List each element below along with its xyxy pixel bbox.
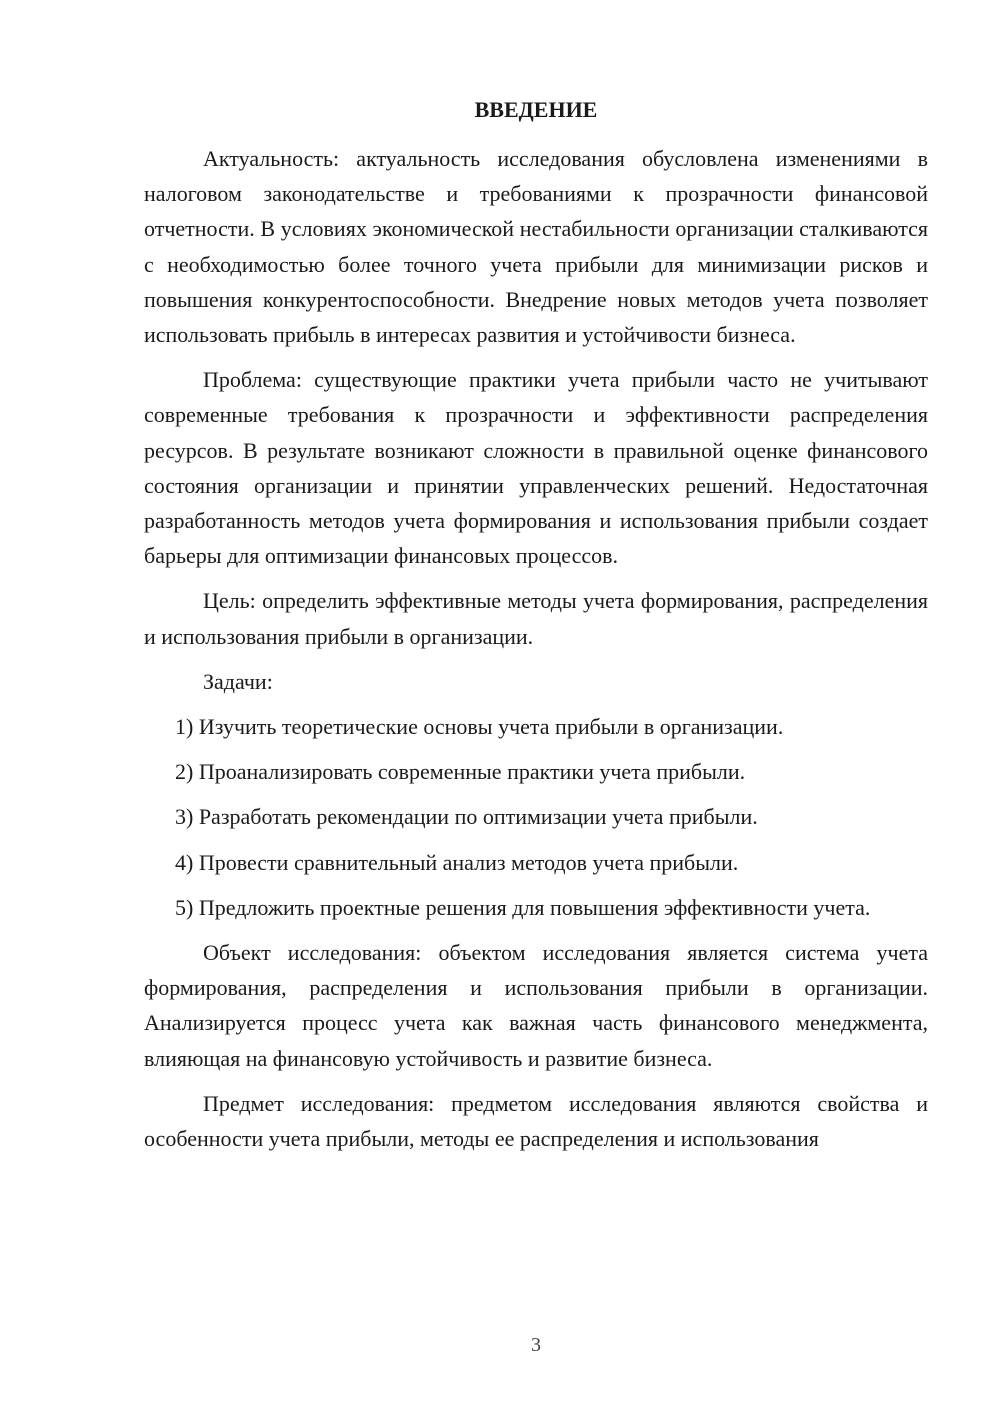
tasks-label: Задачи: — [203, 668, 273, 694]
paragraph-goal: Цель: определить эффективные методы учета формирования, распределения и использования прибыли в организации. — [144, 588, 928, 649]
page-content — [144, 92, 928, 1166]
page-title: ВВЕДЕНИЕ — [474, 97, 598, 122]
page-number: 3 — [531, 1334, 541, 1356]
list-item: 3) Разработать рекомендации по оптимизации учета прибыли. — [175, 804, 758, 830]
list-item: 4) Провести сравнительный анализ методов учета прибыли. — [175, 849, 739, 875]
paragraph-relevance: Актуальность: актуальность исследования обусловлена изменениями в налоговом законодательстве и требованиями к прозрачности финансовой отчетности. В условиях экономической нестабильности организации сталкиваются с необходимостью более точного учета прибыли для минимизации рисков и повышения конкурентоспособности. Внедрение новых методов учета позволяет использовать прибыль в интересах развития и устойчивости бизнеса. — [144, 146, 928, 348]
paragraph-object: Объект исследования: объектом исследования является система учета формирования, распределения и использования прибыли в организации. Анализируется процесс учета как важная часть финансового менеджмента, влияющая на финансовую устойчивость и развитие бизнеса. — [144, 940, 928, 1071]
tasks-list — [144, 709, 928, 925]
paragraph-problem: Проблема: существующие практики учета прибыли часто не учитывают современные требования к прозрачности и эффективности распределения ресурсов. В результате возникают сложности в правильной оценке финансового состояния организации и принятии управленческих решений. Недостаточная разработанность методов учета формирования и использования прибыли создает барьеры для оптимизации финансовых процессов. — [144, 367, 928, 569]
list-item: 2) Проанализировать современные практики учета прибыли. — [175, 759, 746, 785]
list-item: 1) Изучить теоретические основы учета прибыли в организации. — [175, 714, 784, 740]
paragraph-subject: Предмет исследования: предметом исследования являются свойства и особенности учета прибыли, методы ее распределения и использования — [144, 1090, 928, 1152]
list-item: 5) Предложить проектные решения для повышения эффективности учета. — [175, 894, 871, 920]
